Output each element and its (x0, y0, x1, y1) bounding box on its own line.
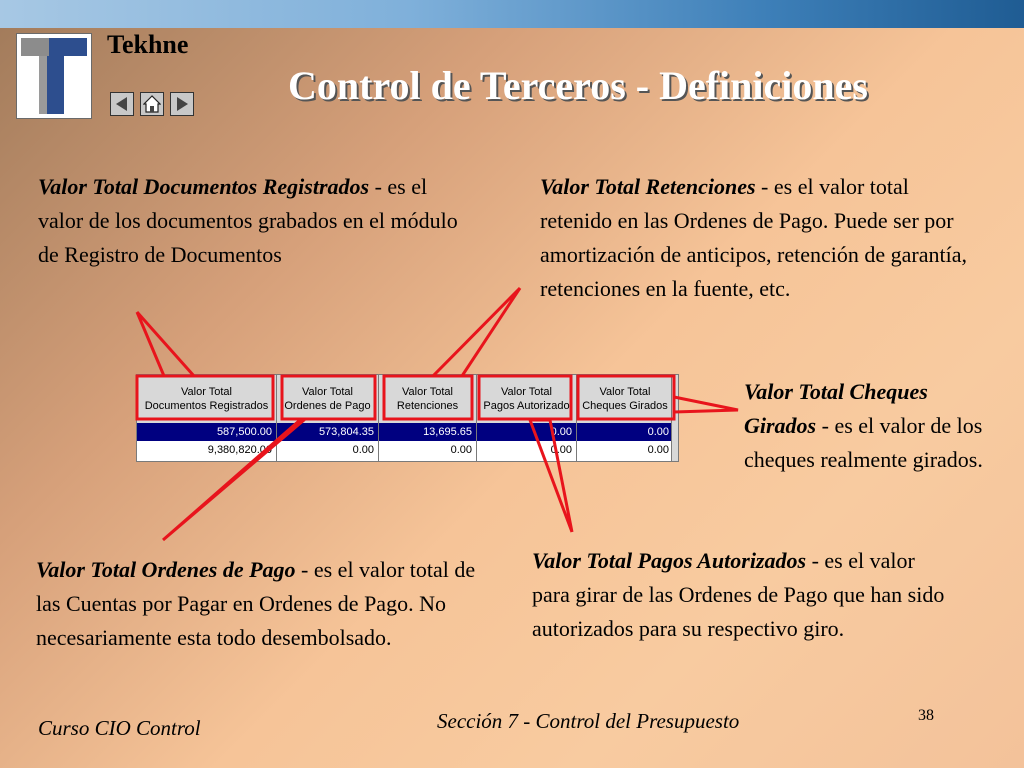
home-icon (143, 95, 161, 113)
cell-retenciones[interactable]: 13,695.65 (379, 423, 477, 441)
cell-pagos-autorizados[interactable]: 0.00 (477, 441, 577, 461)
triangle-left-icon (114, 96, 130, 112)
tekhne-logo (16, 33, 92, 119)
table-row[interactable] (137, 423, 678, 441)
logo-shade (21, 38, 49, 56)
logo-t-stem (44, 56, 64, 114)
triangle-right-icon (174, 96, 190, 112)
pointer-retenciones (433, 288, 520, 376)
table-row[interactable] (137, 441, 678, 461)
cell-documentos-registrados[interactable]: 587,500.00 (137, 423, 277, 441)
page-title: Control de Terceros - Definiciones (288, 63, 868, 108)
course-name: Curso CIO Control (38, 716, 201, 740)
slide-navigation (110, 92, 194, 116)
logo-stem-shade (39, 56, 47, 114)
page-number: 38 (918, 707, 934, 724)
cell-pagos-autorizados[interactable]: 0.00 (477, 423, 577, 441)
cell-ordenes-de-pago[interactable]: 573,804.35 (277, 423, 379, 441)
desc-cheques-girados: Valor Total Cheques Girados - es el valor de los cheques realmente girados. (744, 379, 983, 472)
pointer-documentos (137, 312, 194, 376)
desc-retenciones: Valor Total Retenciones - es el valor total retenido en las Ordenes de Pago. Puede ser por amortización de anticipos, retención de garantía, retenciones en la fuente, etc. (540, 174, 967, 301)
desc-documentos-registrados: Valor Total Documentos Registrados - es el valor de los documentos grabados en el módulo de Registro de Documentos (38, 174, 458, 267)
desc-ordenes-de-pago: Valor Total Ordenes de Pago - es el valor total de las Cuentas por Pagar en Ordenes de Pago. No necesariamente esta todo desembolsado. (36, 557, 476, 650)
home-button[interactable] (140, 92, 164, 116)
header-cheques-girados[interactable]: Valor Total Cheques Girados (577, 375, 674, 423)
cell-cheques-girados[interactable]: 0.00 (577, 423, 674, 441)
cell-retenciones[interactable]: 0.00 (379, 441, 477, 461)
pointer-cheques (674, 397, 738, 412)
grid-header-row (137, 375, 678, 423)
cell-ordenes-de-pago[interactable]: 0.00 (277, 441, 379, 461)
header-pagos-autorizados[interactable]: Valor Total Pagos Autorizado (477, 375, 577, 423)
desc-pagos-autorizados: Valor Total Pagos Autorizados - es el valor para girar de las Ordenes de Pago que han sido autorizados para su respectivo giro. (532, 548, 945, 641)
totals-grid[interactable] (136, 374, 679, 462)
brand-name: Tekhne (107, 30, 189, 59)
cell-documentos-registrados[interactable]: 9,380,820.00 (137, 441, 277, 461)
top-gradient-bar (0, 0, 1024, 28)
section-name: Sección 7 - Control del Presupuesto (437, 709, 740, 733)
header-retenciones[interactable]: Valor Total Retenciones (379, 375, 477, 423)
header-ordenes-de-pago[interactable]: Valor Total Ordenes de Pago (277, 375, 379, 423)
header-documentos-registrados[interactable]: Valor Total Documentos Registrados (137, 375, 277, 423)
next-slide-button[interactable] (170, 92, 194, 116)
grid-scrollbar[interactable] (671, 375, 678, 461)
cell-cheques-girados[interactable]: 0.00 (577, 441, 674, 461)
prev-slide-button[interactable] (110, 92, 134, 116)
